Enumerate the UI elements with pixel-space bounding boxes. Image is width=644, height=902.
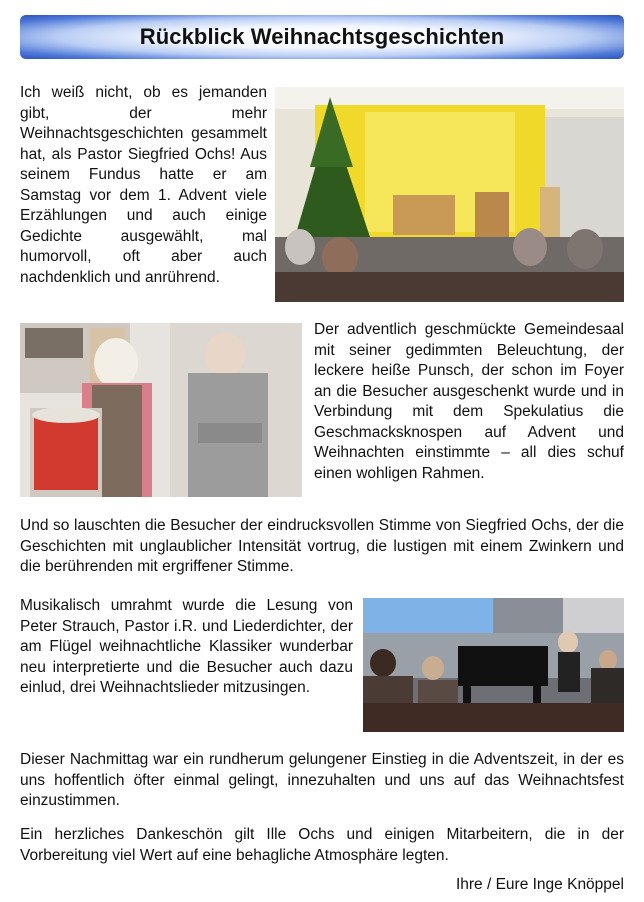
page-title: Rückblick Weihnachtsgeschichten [139, 24, 505, 49]
photo-church-hall [275, 87, 624, 302]
photo-piano [363, 598, 624, 732]
paragraph-afternoon: Dieser Nachmittag war ein rundherum gelungener Einstieg in die Adventszeit, in der es uns hoffentlich öfter einmal gelingt, innezuhalten und uns auf das Weihnachtsfest einzustimmen. [20, 751, 624, 809]
paragraph-music: Musikalisch umrahmt wurde die Lesung von Peter Strauch, Pastor i.R. und Liederdichter, der am Flügel weihnachtliche Klassiker wunderbar neu interpretierte und die Besucher auch dazu einlud, drei Weihnachtslieder mitzusingen. [20, 597, 353, 696]
photo-punch-ladies [20, 323, 302, 497]
paragraph-thanks: Ein herzliches Dankeschön gilt Ille Ochs und einigen Mitarbeitern, die in der Vorbereitung viel Wert auf eine behagliche Atmosphäre legten. [20, 826, 624, 864]
paragraph-hall: Der adventlich geschmückte Gemeindesaal mit seiner gedimmten Beleuchtung, der leckere heiße Punsch, der schon im Foyer an die Besucher ausgeschenkt wurde und in Verbindung mit dem Spekulatius die Geschmacksknospen auf Advent und Weihnachten einstimmte – all dies schuf einen wohligen Rahmen. [314, 321, 624, 482]
signature: Ihre / Eure Inge Knöppel [455, 876, 624, 893]
title-banner [20, 15, 624, 59]
paragraph-intro: Ich weiß nicht, ob es jemanden gibt, der mehr Weihnachtsgeschichten gesammelt hat, als Pastor Siegfried Ochs! Aus seinem Fundus hatte er am Samstag vor dem 1. Advent viele Erzählungen und auch einige Gedichte ausgewählt, mal humorvoll, oft aber auch nachdenklich und anrührend. [20, 84, 267, 286]
paragraph-listeners: Und so lauschten die Besucher der eindrucksvollen Stimme von Siegfried Ochs, der die Geschichten mit unglaublicher Intensität vortrug, die lustigen mit einem Zwinkern und die berührenden mit ergriffener Stimme. [20, 517, 624, 575]
